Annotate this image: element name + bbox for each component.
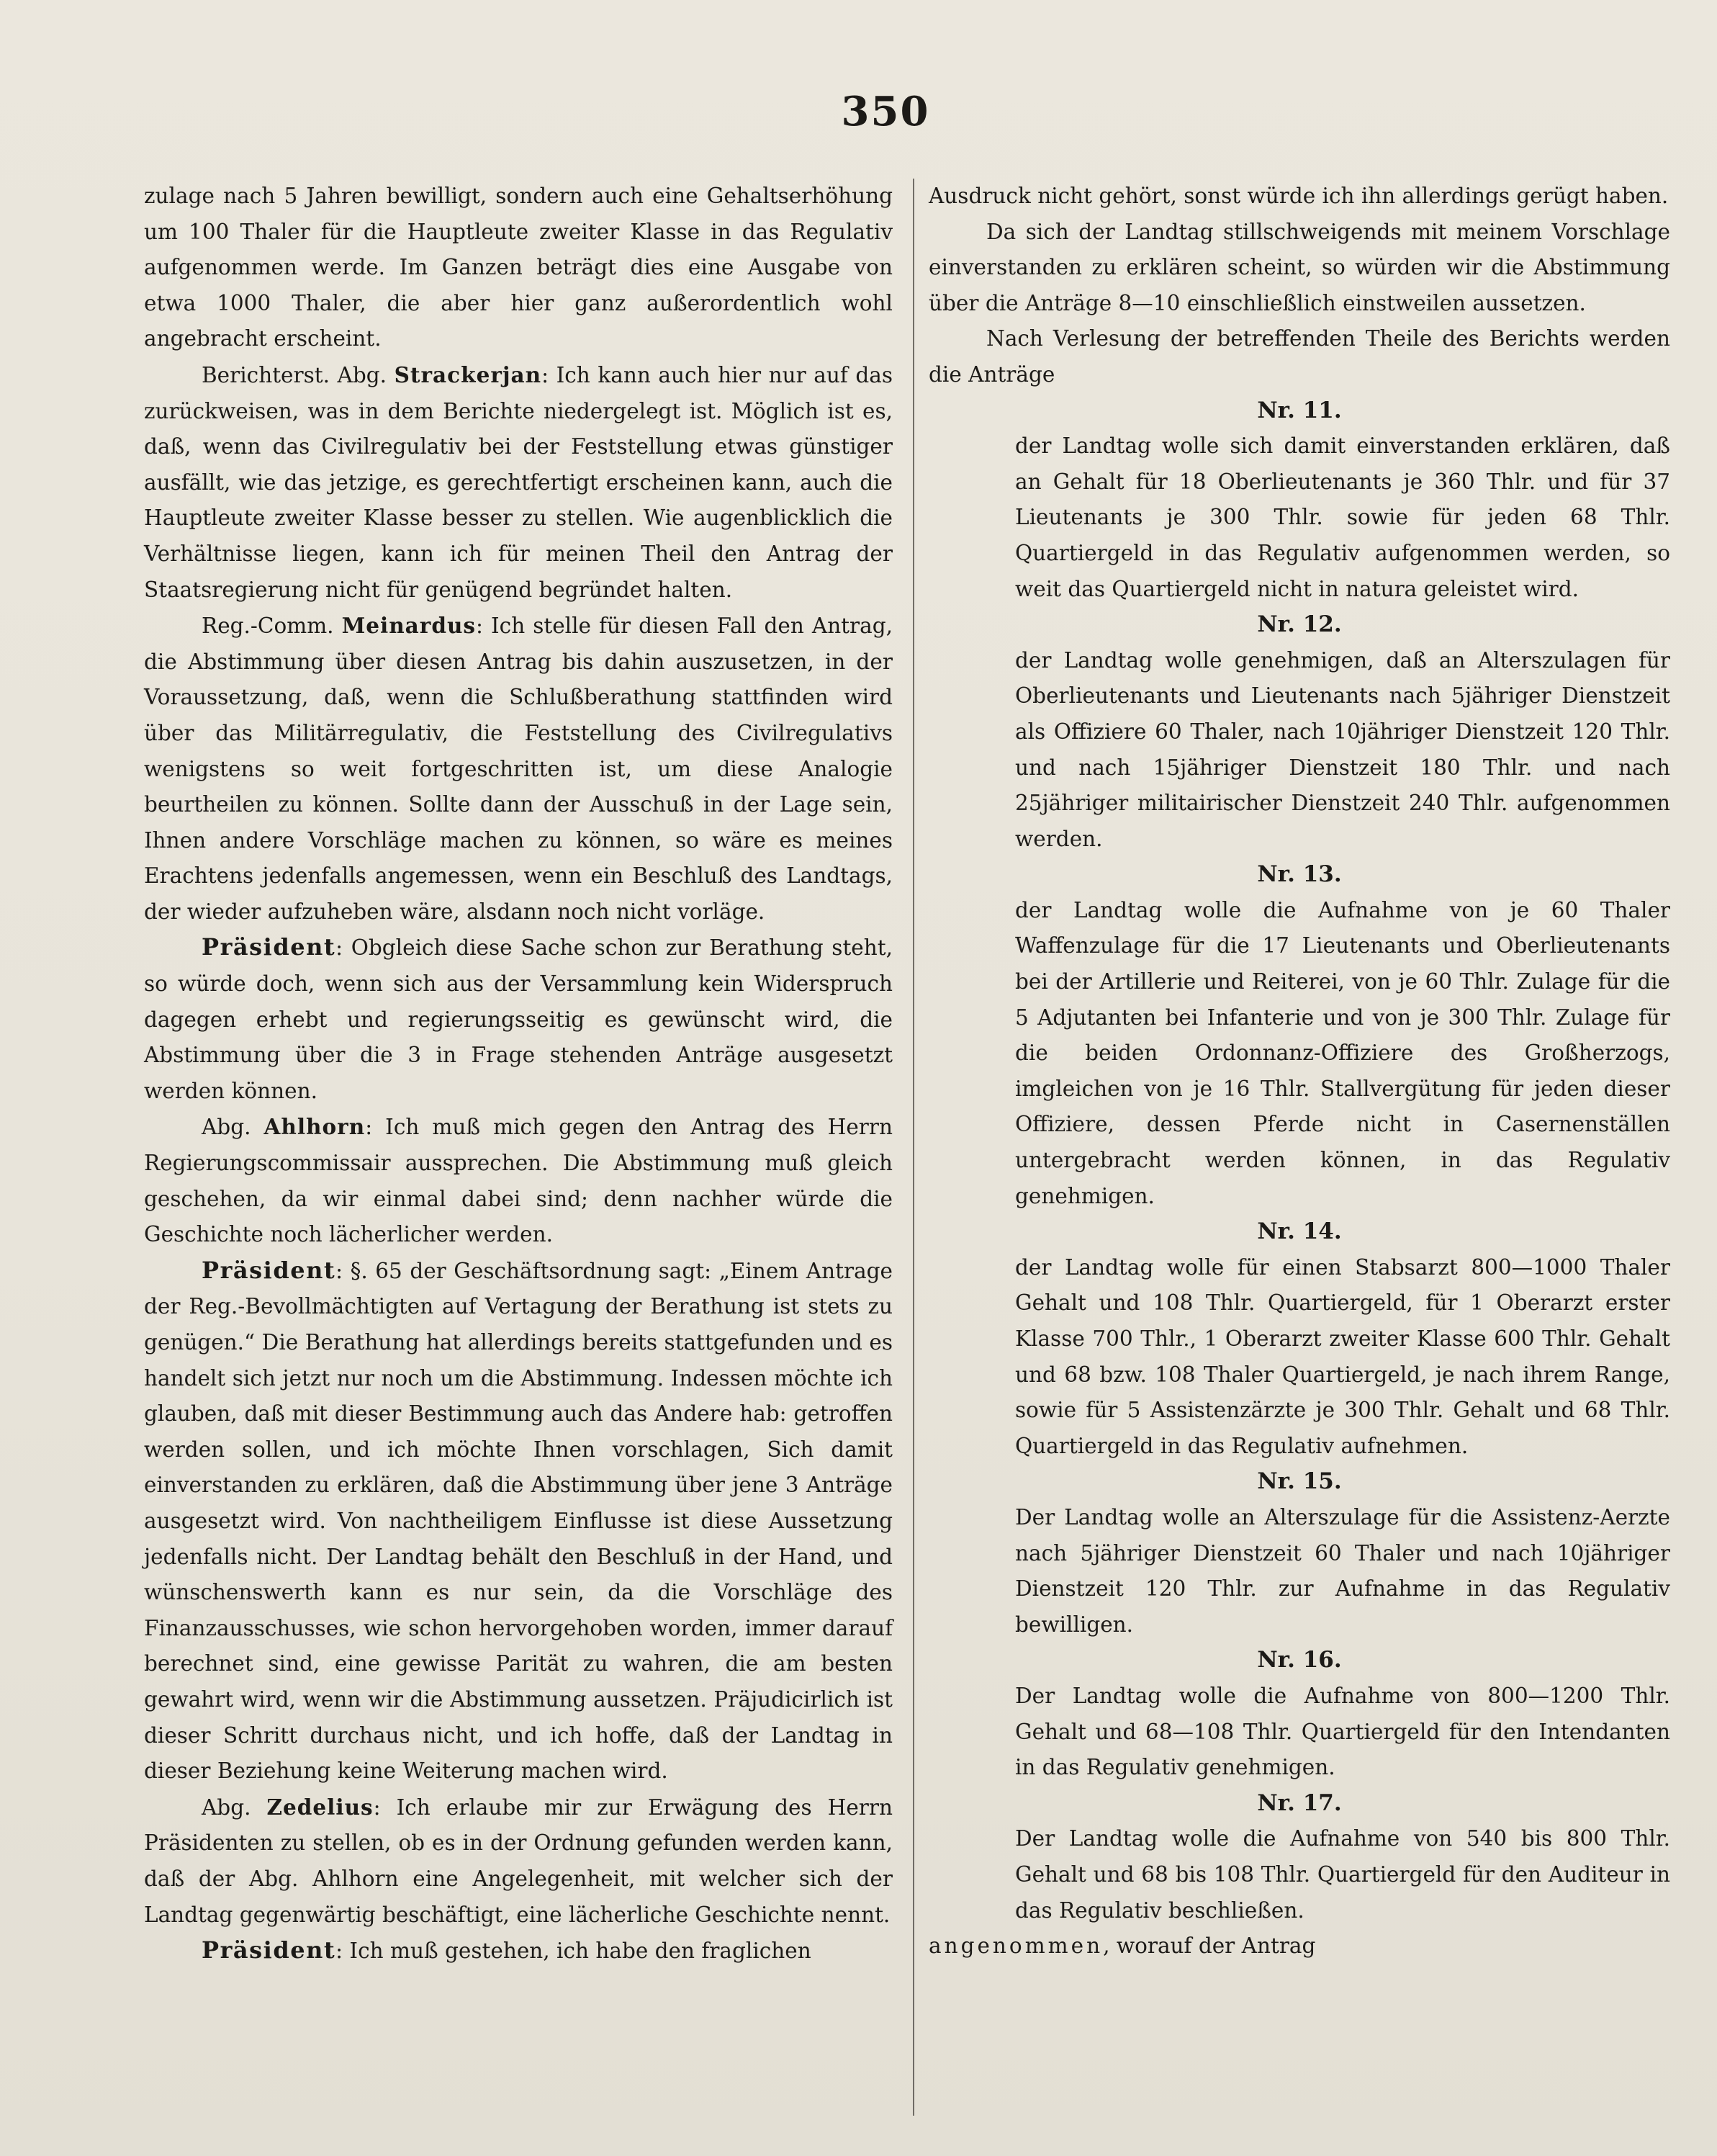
speech-text: : Obgleich diese Sache schon zur Berathung steht, so würde doch, wenn sich aus der Versammlung kein Widerspruch dagegen erhebt und regierungsseitig es gewünscht wird, die Abstimmung über die 3 in Frage stehenden Anträge ausgesetzt werden können. [144,935,893,1103]
speaker-name: Strackerjan [394,361,542,387]
item-text: Der Landtag wolle die Aufnahme von 800—1200 Thlr. Gehalt und 68—108 Thlr. Quartiergeld für den Intendanten in das Regulativ genehmigen. [1015,1683,1670,1780]
item-heading: Nr. 14. [1257,1218,1342,1245]
item-heading: Nr. 17. [1257,1789,1342,1816]
item-text: Der Landtag wolle die Aufnahme von 540 bis 800 Thlr. Gehalt und 68 bis 108 Thlr. Quartiergeld für den Auditeur in das Regulativ beschließen. [1015,1826,1670,1923]
speech-text: : Ich muß mich gegen den Antrag des Herrn Regierungscommissair aussprechen. Die Abstimmung muß gleich geschehen, da wir einmal dabei sind; denn nachher würde die Geschichte noch lächerlicher werden. [144,1115,893,1247]
item-heading: Nr. 16. [1257,1647,1342,1674]
speech-text: : Ich erlaube mir zur Erwägung des Herrn Präsidenten zu stellen, ob es in der Ordnung gefunden werden kann, daß der Abg. Ahlhorn eine Angelegenheit, mit welcher sich der Landtag gegenwärtig beschäftigt, eine lächerliche Geschichte nennt. [144,1795,893,1927]
closing-paragraph [929,1928,1670,1964]
paragraph: Ausdruck nicht gehört, sonst würde ich ihn allerdings gerügt haben. [929,184,1669,208]
column-divider [913,179,914,2116]
paragraph: Da sich der Landtag stillschweigends mit meinem Vorschlage einverstanden zu erklären scheint, so würden wir die Abstimmung über die Anträge 8—10 einschließlich einstweilen aussetzen. [929,219,1670,315]
paragraph: zulage nach 5 Jahren bewilligt, sondern auch eine Gehaltserhöhung um 100 Thaler für die Hauptleute zweiter Klasse in das Regulativ aufgenommen werde. Im Ganzen beträgt dies eine Ausgabe von etwa 1000 Thaler, die aber hier ganz außerordentlich wohl angebracht erscheint. [144,184,893,351]
speaker-name: Meinardus [341,613,477,639]
speaker-name: Präsident [202,1256,336,1284]
item-heading: Nr. 12. [1257,611,1342,638]
speaker-role: Berichterst. Abg. [202,362,395,387]
paragraph-strackerjan [144,357,893,608]
paragraph-praesident [144,1253,893,1789]
item-text: der Landtag wolle genehmigen, daß an Alterszulagen für Oberlieutenants und Lieutenants nach 5jähriger Dienstzeit als Offiziere 60 Thaler, nach 10jähriger Dienstzeit 120 Thlr. und nach 15jähriger Dienstzeit 180 Thlr. und nach 25jähriger militairischer Dienstzeit 240 Thlr. aufgenommen werden. [1015,647,1670,851]
speech-text: : Ich kann auch hier nur auf das zurückweisen, was in dem Berichte niedergelegt ist. Möglich ist es, daß, wenn das Civilregulativ bei der Feststellung etwas günstiger ausfällt, wie das jetzige, es gerechtfertigt erscheinen kann, auch die Hauptleute zweiter Klasse besser zu stellen. Wie augenblicklich die Verhältnisse liegen, kann ich für meinen Theil den Antrag der Staatsregierung nicht für genügend begründet halten. [144,362,893,602]
speech-text: : §. 65 der Geschäftsordnung sagt: „Einem Antrage der Reg.-Bevollmächtigten auf Vertagung der Berathung ist stets zu genügen.“ Die Berathung hat allerdings bereits stattgefunden und es handelt sich jetzt nur noch um die Abstimmung. Indessen möchte ich glauben, daß mit dieser Bestimmung auch das Andere hab: getroffen werden sollen, und ich möchte Ihnen vorschlagen, Sich damit einverstanden zu erklären, daß die Abstimmung über jene 3 Anträge ausgesetzt wird. Von nachtheiligem Einflusse ist diese Aussetzung jedenfalls nicht. Der Landtag behält den Beschluß in der Hand, und wünschenswerth kann es nur sein, da die Vorschläge des Finanzausschusses, wie schon hervorgehoben worden, immer darauf berechnet sind, eine gewisse Parität zu wahren, die am besten gewahrt wird, wenn wir die Abstimmung aussetzen. Präjudicirlich ist dieser Schritt durchaus nicht, und ich hoffe, daß der Landtag in dieser Beziehung keine Weiterung machen wird. [144,1258,893,1784]
item-heading: Nr. 13. [1257,861,1342,888]
speaker-name: Präsident [202,933,336,961]
speech-text: : Ich muß gestehen, ich habe den fraglichen [335,1939,811,1964]
paragraph: Nach Verlesung der betreffenden Theile des Berichts werden die Anträge [929,326,1670,387]
speaker-name: Ahlhorn [263,1114,366,1140]
speaker-role: Abg. [202,1115,264,1140]
item-text: der Landtag wolle sich damit einverstanden erklären, daß an Gehalt für 18 Oberlieutenants je 360 Thlr. und für 37 Lieutenants je 300 Thlr. sowie für jeden 68 Thlr. Quartiergeld in das Regulativ aufgenommen werden, so weit das Quartiergeld nicht in natura geleistet wird. [1015,434,1670,601]
right-column [929,179,1670,1964]
paragraph-praesident [144,1933,893,1969]
left-column [144,179,893,1969]
speaker-name: Zedelius [266,1794,374,1820]
closing-text: , worauf der Antrag [1103,1933,1316,1959]
item-text: der Landtag wolle die Aufnahme von je 60 Thaler Waffenzulage für die 17 Lieutenants und Oberlieutenants bei der Artillerie und Reiterei, von je 60 Thlr. Zulage für die 5 Adjutanten bei Infanterie und von je 300 Thlr. Zulage für die beiden Ordonnanz-Offiziere des Großherzogs, imgleichen von je 16 Thlr. Stallvergütung für jeden dieser Offiziere, dessen Pferde nicht in Casernenställen untergebracht werden können, in das Regulativ genehmigen. [1015,897,1670,1208]
paragraph-ahlhorn [144,1109,893,1252]
paragraph-zedelius [144,1789,893,1933]
item-heading: Nr. 15. [1257,1468,1342,1495]
paragraph-praesident [144,930,893,1109]
item-heading: Nr. 11. [1257,397,1342,423]
page-number: 350 [841,88,930,135]
speaker-role: Reg.-Comm. [202,614,342,639]
item-text: Der Landtag wolle an Alterszulage für die Assistenz-Aerzte nach 5jähriger Dienstzeit 60 Thaler und nach 10jähriger Dienstzeit 120 Thlr. zur Aufnahme in das Regulativ bewilligen. [1015,1504,1670,1637]
item-text: der Landtag wolle für einen Stabsarzt 800—1000 Thaler Gehalt und 108 Thlr. Quartiergeld, für 1 Oberarzt erster Klasse 700 Thlr., 1 Oberarzt zweiter Klasse 600 Thlr. Gehalt und 68 bzw. 108 Thaler Quartiergeld, je nach ihrem Range, sowie für 5 Assistenzärzte je 300 Thlr. Gehalt und 68 Thlr. Quartiergeld in das Regulativ aufnehmen. [1015,1254,1670,1458]
closing-spaced-word: angenommen [929,1933,1104,1959]
paragraph-meinardus [144,608,893,930]
speech-text: : Ich stelle für diesen Fall den Antrag, die Abstimmung über diesen Antrag bis dahin auszusetzen, in der Voraussetzung, daß, wenn die Schlußberathung stattfinden wird über das Militärregulativ, die Feststellung des Civilregulativs wenigstens so weit fortgeschritten ist, um diese Analogie beurtheilen zu können. Sollte dann der Ausschuß in der Lage sein, Ihnen andere Vorschläge machen zu können, so wäre es meines Erachtens jedenfalls angemessen, wenn ein Beschluß des Landtags, der wieder aufzuheben wäre, alsdann noch nicht vorläge. [144,614,893,924]
speaker-role: Abg. [202,1795,267,1820]
speaker-name: Präsident [202,1936,336,1964]
